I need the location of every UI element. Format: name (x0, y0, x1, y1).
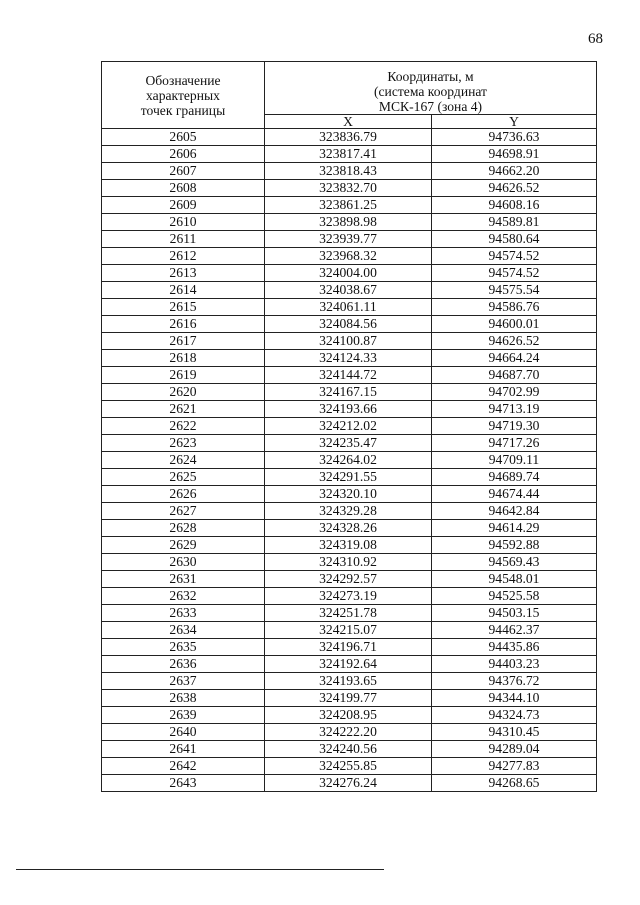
x-coordinate-cell: 324212.02 (265, 418, 432, 435)
x-coordinate-cell: 323861.25 (265, 197, 432, 214)
y-coordinate-cell: 94580.64 (432, 231, 597, 248)
y-coordinate-cell: 94719.30 (432, 418, 597, 435)
table-row (102, 418, 597, 435)
x-coordinate-cell: 324215.07 (265, 622, 432, 639)
table-row (102, 350, 597, 367)
y-coordinate-cell: 94662.20 (432, 163, 597, 180)
table-row (102, 248, 597, 265)
y-column-header: Y (432, 115, 597, 129)
table-row (102, 639, 597, 656)
y-coordinate-cell: 94709.11 (432, 452, 597, 469)
page-number: 68 (588, 31, 603, 47)
point-id-cell: 2616 (102, 316, 265, 333)
table-row (102, 724, 597, 741)
point-id-cell: 2607 (102, 163, 265, 180)
x-coordinate-cell: 324235.47 (265, 435, 432, 452)
point-header-line: Обозначение (145, 72, 221, 88)
point-id-cell: 2608 (102, 180, 265, 197)
point-id-cell: 2619 (102, 367, 265, 384)
y-coordinate-cell: 94462.37 (432, 622, 597, 639)
y-coordinate-cell: 94626.52 (432, 333, 597, 350)
y-coordinate-cell: 94435.86 (432, 639, 597, 656)
point-id-cell: 2614 (102, 282, 265, 299)
x-coordinate-cell: 324193.66 (265, 401, 432, 418)
coordinates-column-header (265, 62, 597, 115)
point-id-cell: 2643 (102, 775, 265, 792)
y-coordinate-cell: 94626.52 (432, 180, 597, 197)
x-coordinate-cell: 323836.79 (265, 129, 432, 146)
y-coordinate-cell: 94642.84 (432, 503, 597, 520)
x-coordinate-cell: 324291.55 (265, 469, 432, 486)
x-coordinate-cell: 324038.67 (265, 282, 432, 299)
y-coordinate-cell: 94713.19 (432, 401, 597, 418)
table-row (102, 758, 597, 775)
table-row (102, 503, 597, 520)
point-id-cell: 2623 (102, 435, 265, 452)
y-coordinate-cell: 94674.44 (432, 486, 597, 503)
coordinates-table (101, 61, 597, 792)
table-row (102, 554, 597, 571)
y-coordinate-cell: 94575.54 (432, 282, 597, 299)
x-coordinate-cell: 323832.70 (265, 180, 432, 197)
point-header-line: характерных (146, 87, 220, 103)
table-row (102, 129, 597, 146)
x-coordinate-cell: 323817.41 (265, 146, 432, 163)
point-id-cell: 2609 (102, 197, 265, 214)
table-row (102, 673, 597, 690)
point-id-cell: 2640 (102, 724, 265, 741)
point-id-cell: 2635 (102, 639, 265, 656)
table-row (102, 486, 597, 503)
point-column-header (102, 62, 265, 129)
x-coordinate-cell: 324100.87 (265, 333, 432, 350)
y-coordinate-cell: 94310.45 (432, 724, 597, 741)
table-row (102, 622, 597, 639)
point-id-cell: 2605 (102, 129, 265, 146)
x-coordinate-cell: 324167.15 (265, 384, 432, 401)
y-coordinate-cell: 94569.43 (432, 554, 597, 571)
point-id-cell: 2634 (102, 622, 265, 639)
table-row (102, 333, 597, 350)
footnote-separator (16, 869, 384, 870)
table-row (102, 316, 597, 333)
x-coordinate-cell: 323968.32 (265, 248, 432, 265)
coords-header-line: (система координат (374, 84, 487, 99)
y-coordinate-cell: 94600.01 (432, 316, 597, 333)
table-row (102, 537, 597, 554)
y-coordinate-cell: 94289.04 (432, 741, 597, 758)
point-id-cell: 2626 (102, 486, 265, 503)
table-row (102, 588, 597, 605)
y-coordinate-cell: 94268.65 (432, 775, 597, 792)
point-id-cell: 2615 (102, 299, 265, 316)
point-id-cell: 2637 (102, 673, 265, 690)
table-row (102, 146, 597, 163)
x-column-header: X (265, 115, 432, 129)
table-row (102, 214, 597, 231)
table-row (102, 180, 597, 197)
y-coordinate-cell: 94376.72 (432, 673, 597, 690)
point-id-cell: 2638 (102, 690, 265, 707)
table-row (102, 775, 597, 792)
table-row (102, 435, 597, 452)
y-coordinate-cell: 94608.16 (432, 197, 597, 214)
table-row (102, 690, 597, 707)
point-id-cell: 2620 (102, 384, 265, 401)
table-row (102, 163, 597, 180)
y-coordinate-cell: 94344.10 (432, 690, 597, 707)
point-id-cell: 2627 (102, 503, 265, 520)
point-id-cell: 2618 (102, 350, 265, 367)
y-coordinate-cell: 94403.23 (432, 656, 597, 673)
y-coordinate-cell: 94586.76 (432, 299, 597, 316)
point-id-cell: 2612 (102, 248, 265, 265)
table-row (102, 197, 597, 214)
table-body (102, 129, 597, 792)
point-id-cell: 2611 (102, 231, 265, 248)
x-coordinate-cell: 323898.98 (265, 214, 432, 231)
table-row (102, 741, 597, 758)
x-coordinate-cell: 324004.00 (265, 265, 432, 282)
point-id-cell: 2633 (102, 605, 265, 622)
x-coordinate-cell: 324310.92 (265, 554, 432, 571)
x-coordinate-cell: 324084.56 (265, 316, 432, 333)
point-id-cell: 2624 (102, 452, 265, 469)
x-coordinate-cell: 324222.20 (265, 724, 432, 741)
point-id-cell: 2625 (102, 469, 265, 486)
x-coordinate-cell: 324061.11 (265, 299, 432, 316)
y-coordinate-cell: 94717.26 (432, 435, 597, 452)
table-row (102, 265, 597, 282)
point-id-cell: 2628 (102, 520, 265, 537)
y-coordinate-cell: 94702.99 (432, 384, 597, 401)
table-row (102, 520, 597, 537)
y-coordinate-cell: 94525.58 (432, 588, 597, 605)
y-coordinate-cell: 94689.74 (432, 469, 597, 486)
y-coordinate-cell: 94614.29 (432, 520, 597, 537)
y-coordinate-cell: 94503.15 (432, 605, 597, 622)
x-coordinate-cell: 324276.24 (265, 775, 432, 792)
point-id-cell: 2630 (102, 554, 265, 571)
point-id-cell: 2617 (102, 333, 265, 350)
point-id-cell: 2606 (102, 146, 265, 163)
y-coordinate-cell: 94736.63 (432, 129, 597, 146)
x-coordinate-cell: 324255.85 (265, 758, 432, 775)
table-row (102, 469, 597, 486)
point-id-cell: 2632 (102, 588, 265, 605)
table-row (102, 605, 597, 622)
point-id-cell: 2629 (102, 537, 265, 554)
y-coordinate-cell: 94277.83 (432, 758, 597, 775)
y-coordinate-cell: 94574.52 (432, 265, 597, 282)
point-id-cell: 2622 (102, 418, 265, 435)
y-coordinate-cell: 94698.91 (432, 146, 597, 163)
y-coordinate-cell: 94687.70 (432, 367, 597, 384)
point-header-line: точек границы (140, 102, 226, 118)
table-row (102, 231, 597, 248)
y-coordinate-cell: 94664.24 (432, 350, 597, 367)
point-id-cell: 2621 (102, 401, 265, 418)
x-coordinate-cell: 324320.10 (265, 486, 432, 503)
x-coordinate-cell: 324144.72 (265, 367, 432, 384)
x-coordinate-cell: 324208.95 (265, 707, 432, 724)
y-coordinate-cell: 94592.88 (432, 537, 597, 554)
point-id-cell: 2642 (102, 758, 265, 775)
coords-header-line: МСК-167 (зона 4) (378, 99, 483, 114)
x-coordinate-cell: 324199.77 (265, 690, 432, 707)
y-coordinate-cell: 94324.73 (432, 707, 597, 724)
table-row (102, 299, 597, 316)
x-coordinate-cell: 324329.28 (265, 503, 432, 520)
x-coordinate-cell: 324240.56 (265, 741, 432, 758)
table-row (102, 571, 597, 588)
x-coordinate-cell: 324196.71 (265, 639, 432, 656)
x-coordinate-cell: 324124.33 (265, 350, 432, 367)
table-row (102, 367, 597, 384)
x-coordinate-cell: 323939.77 (265, 231, 432, 248)
point-id-cell: 2610 (102, 214, 265, 231)
x-coordinate-cell: 324292.57 (265, 571, 432, 588)
table-row (102, 656, 597, 673)
table-row (102, 707, 597, 724)
coords-header-line: Координаты, м (387, 69, 474, 84)
x-coordinate-cell: 324264.02 (265, 452, 432, 469)
x-coordinate-cell: 324193.65 (265, 673, 432, 690)
y-coordinate-cell: 94548.01 (432, 571, 597, 588)
x-coordinate-cell: 324328.26 (265, 520, 432, 537)
point-id-cell: 2631 (102, 571, 265, 588)
table-row (102, 401, 597, 418)
point-id-cell: 2613 (102, 265, 265, 282)
x-coordinate-cell: 324319.08 (265, 537, 432, 554)
y-coordinate-cell: 94574.52 (432, 248, 597, 265)
table-row (102, 452, 597, 469)
x-coordinate-cell: 324273.19 (265, 588, 432, 605)
table-row (102, 282, 597, 299)
x-coordinate-cell: 324192.64 (265, 656, 432, 673)
point-id-cell: 2636 (102, 656, 265, 673)
point-id-cell: 2639 (102, 707, 265, 724)
table-header (102, 62, 597, 129)
y-coordinate-cell: 94589.81 (432, 214, 597, 231)
point-id-cell: 2641 (102, 741, 265, 758)
x-coordinate-cell: 324251.78 (265, 605, 432, 622)
table-row (102, 384, 597, 401)
x-coordinate-cell: 323818.43 (265, 163, 432, 180)
